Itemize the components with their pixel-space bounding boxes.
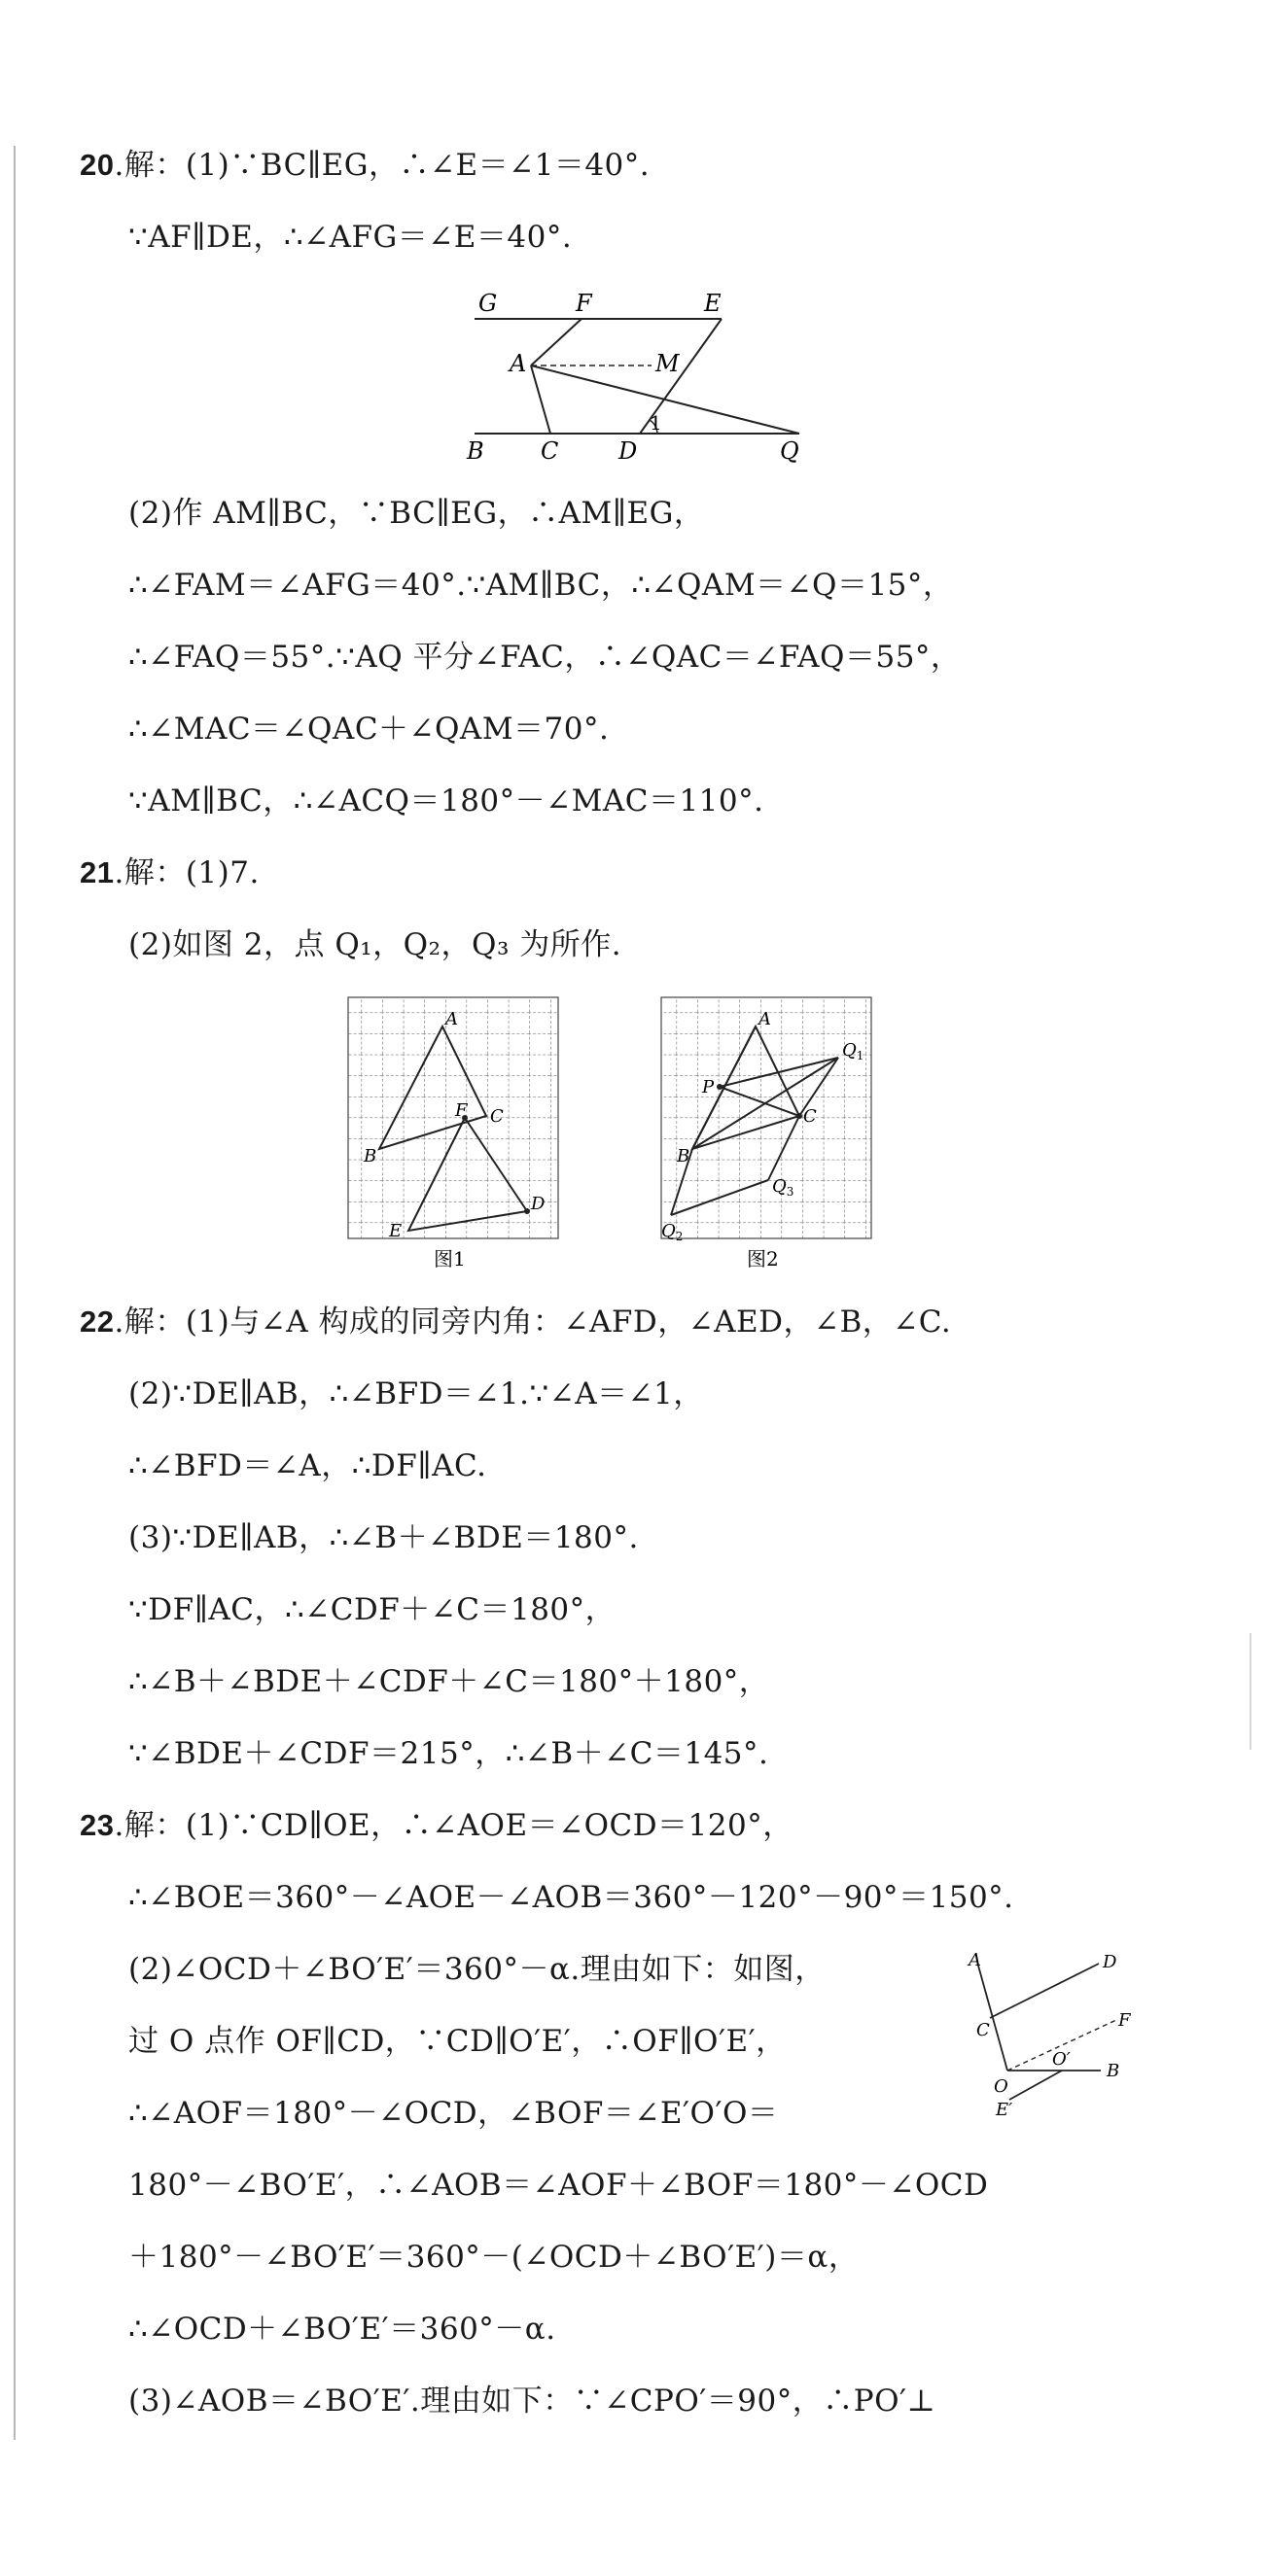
problem-number: 20 [80, 148, 115, 182]
problem-22-line-3: ∴∠BFD＝∠A，∴DF∥AC. [128, 1448, 487, 1483]
problem-number: 23 [80, 1808, 115, 1842]
fig21b-caption: 图2 [747, 1247, 779, 1271]
fig21b-label-Q2: $Q_2$ [661, 1221, 684, 1243]
problem-number: 21 [80, 855, 115, 889]
problem-22-line-2: (2)∵DE∥AB，∴∠BFD＝∠1.∵∠A＝∠1， [128, 1376, 704, 1411]
problem-23-line-6: 180°－∠BO′E′，∴∠AOB＝∠AOF＋∠BOF＝180°－∠OCD [128, 2168, 989, 2203]
problem-20-line-6: ∴∠MAC＝∠QAC＋∠QAM＝70°. [128, 712, 610, 747]
fig23-label-O: O [994, 2076, 1008, 2097]
problem-22-line-1: 22.解：(1)与∠A 构成的同旁内角：∠AFD，∠AED，∠B，∠C. [80, 1305, 952, 1340]
problem-22-line-7: ∵∠BDE＋∠CDF＝215°，∴∠B＋∠C＝145°. [128, 1736, 769, 1771]
problem-20-line-4: ∴∠FAM＝∠AFG＝40°.∵AM∥BC，∴∠QAM＝∠Q＝15°， [128, 568, 954, 603]
fig20-label-Q: Q [780, 437, 799, 463]
problem-23-line-1: 23.解：(1)∵CD∥OE，∴∠AOE＝∠OCD＝120°， [80, 1808, 793, 1843]
fig21b-label-Q1: $Q_1$ [842, 1040, 864, 1062]
fig20-label-M: M [655, 350, 680, 377]
figure-23 [961, 1944, 1155, 2119]
problem-23-line-2: ∴∠BOE＝360°－∠AOE－∠AOB＝360°－120°－90°＝150°. [128, 1880, 1014, 1915]
problem-22-line-5: ∵DF∥AC，∴∠CDF＋∠C＝180°， [128, 1592, 617, 1627]
problem-22-line-6: ∴∠B＋∠BDE＋∠CDF＋∠C＝180°＋180°， [128, 1664, 770, 1699]
problem-20-line-3: (2)作 AM∥BC，∵BC∥EG，∴AM∥EG， [128, 496, 705, 531]
problem-20-line-5: ∴∠FAQ＝55°.∵AQ 平分∠FAC，∴∠QAC＝∠FAQ＝55°， [128, 640, 962, 675]
figure-21 [340, 992, 885, 1273]
fig21a-label-F: F [455, 1100, 468, 1121]
problem-20-line-2: ∵AF∥DE，∴∠AFG＝∠E＝40°. [128, 220, 573, 255]
fig21a-caption: 图1 [434, 1247, 466, 1271]
fig21b-label-Q3: $Q_3$ [772, 1176, 794, 1199]
fig21b-label-B: B [677, 1146, 690, 1166]
fig21a-label-A: A [445, 1009, 458, 1029]
fig20-label-1: 1 [650, 411, 662, 435]
fig23-label-F: F [1118, 2010, 1131, 2031]
fig23-label-C: C [976, 2020, 990, 2040]
problem-23-line-7: ＋180°－∠BO′E′＝360°－(∠OCD＋∠BO′E′)＝α， [128, 2240, 860, 2275]
problem-21-line-2: (2)如图 2，点 Q₁，Q₂，Q₃ 为所作. [128, 927, 622, 962]
fig23-label-A: A [969, 1950, 981, 1970]
problem-23-line-8: ∴∠OCD＋∠BO′E′＝360°－α. [128, 2312, 556, 2347]
fig20-label-D: D [618, 437, 638, 463]
problem-20-line-7: ∵AM∥BC，∴∠ACQ＝180°－∠MAC＝110°. [128, 783, 764, 818]
fig21a-label-E: E [389, 1221, 403, 1241]
fig21a-label-D: D [531, 1194, 546, 1214]
fig21a-label-B: B [364, 1146, 377, 1166]
fig21b-label-C: C [803, 1106, 817, 1127]
figure-20 [457, 288, 817, 463]
fig23-label-Oprime: O′ [1052, 2049, 1071, 2070]
fig20-label-A: A [510, 350, 527, 377]
fig23-label-D: D [1103, 1952, 1117, 1972]
fig23-label-B: B [1107, 2061, 1120, 2081]
right-margin-rule [1250, 1633, 1251, 1750]
fig20-label-G: G [478, 290, 498, 317]
problem-23-line-3: (2)∠OCD＋∠BO′E′＝360°－α.理由如下：如图， [128, 1952, 826, 1987]
fig21a-label-C: C [490, 1106, 504, 1127]
problem-20-line-1: 20.解：(1)∵BC∥EG，∴∠E＝∠1＝40°. [80, 148, 651, 183]
problem-23-line-5: ∴∠AOF＝180°－∠OCD，∠BOF＝∠E′O′O＝ [128, 2096, 779, 2131]
problem-number: 22 [80, 1305, 115, 1339]
fig20-label-F: F [576, 290, 592, 317]
problem-23-line-9: (3)∠AOB＝∠BO′E′.理由如下：∵∠CPO′＝90°，∴PO′⊥ [128, 2384, 936, 2419]
fig20-label-C: C [541, 437, 559, 463]
fig21b-label-P: P [702, 1077, 715, 1097]
problem-23-line-4: 过 O 点作 OF∥CD，∵CD∥O′E′，∴OF∥O′E′， [128, 2024, 787, 2059]
left-margin-rule [14, 146, 16, 2440]
fig20-label-B: B [467, 437, 484, 463]
fig21b-label-A: A [758, 1009, 771, 1029]
problem-21-line-1: 21.解：(1)7. [80, 855, 260, 890]
fig23-label-Eprime: E′ [996, 2100, 1013, 2119]
problem-22-line-4: (3)∵DE∥AB，∴∠B＋∠BDE＝180°. [128, 1520, 639, 1555]
fig20-label-E: E [704, 290, 722, 317]
